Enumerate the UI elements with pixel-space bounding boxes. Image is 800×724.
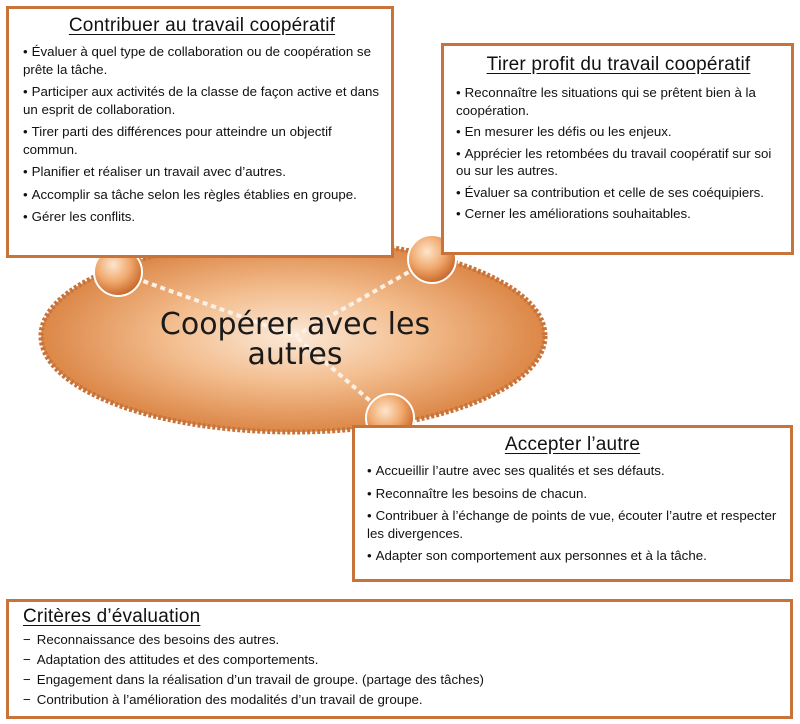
list-item: − Contribution à l’amélioration des modalités d’un travail de groupe. [23, 690, 778, 710]
list-item: − Adaptation des attitudes et des comportements. [23, 650, 778, 670]
list-item: • Accomplir sa tâche selon les règles établies en groupe. [23, 186, 381, 204]
list-item: − Engagement dans la réalisation d’un travail de groupe. (partage des tâches) [23, 670, 778, 690]
list-item: − Reconnaissance des besoins des autres. [23, 630, 778, 650]
list-item: • Adapter son comportement aux personnes et à la tâche. [367, 547, 778, 565]
central-title: Coopérer avec les autres [159, 307, 431, 372]
box-tirer-profit [441, 43, 794, 255]
box-contribuer-list [23, 43, 381, 226]
list-item: • Gérer les conflits. [23, 208, 381, 226]
list-item: • En mesurer les défis ou les enjeux. [456, 123, 781, 141]
list-item: • Reconnaître les situations qui se prêtent bien à la coopération. [456, 84, 781, 119]
box-accepter-title: Accepter l’autre [504, 434, 641, 455]
list-item: • Participer aux activités de la classe de façon active et dans un esprit de collaboration. [23, 83, 381, 118]
list-item: • Reconnaître les besoins de chacun. [367, 485, 778, 503]
box-accepter [352, 425, 793, 582]
box-contribuer [6, 6, 394, 258]
box-criteres-evaluation [6, 599, 793, 719]
box-tirer-profit-list [456, 84, 781, 223]
box-contribuer-title: Contribuer au travail coopératif [68, 15, 336, 36]
list-item: • Contribuer à l’échange de points de vue, écouter l’autre et respecter les divergences. [367, 507, 778, 542]
box-tirer-profit-title: Tirer profit du travail coopératif [486, 54, 751, 75]
list-item: • Tirer parti des différences pour atteindre un objectif commun. [23, 123, 381, 158]
box-criteres-title: Critères d’évaluation [23, 606, 201, 627]
box-criteres-list [23, 630, 778, 710]
list-item: • Évaluer à quel type de collaboration ou de coopération se prête la tâche. [23, 43, 381, 78]
list-item: • Accueillir l’autre avec ses qualités et ses défauts. [367, 462, 778, 480]
list-item: • Apprécier les retombées du travail coopératif sur soi ou sur les autres. [456, 145, 781, 180]
list-item: • Planifier et réaliser un travail avec d’autres. [23, 163, 381, 181]
list-item: • Évaluer sa contribution et celle de ses coéquipiers. [456, 184, 781, 202]
list-item: • Cerner les améliorations souhaitables. [456, 205, 781, 223]
box-accepter-list [367, 462, 778, 565]
